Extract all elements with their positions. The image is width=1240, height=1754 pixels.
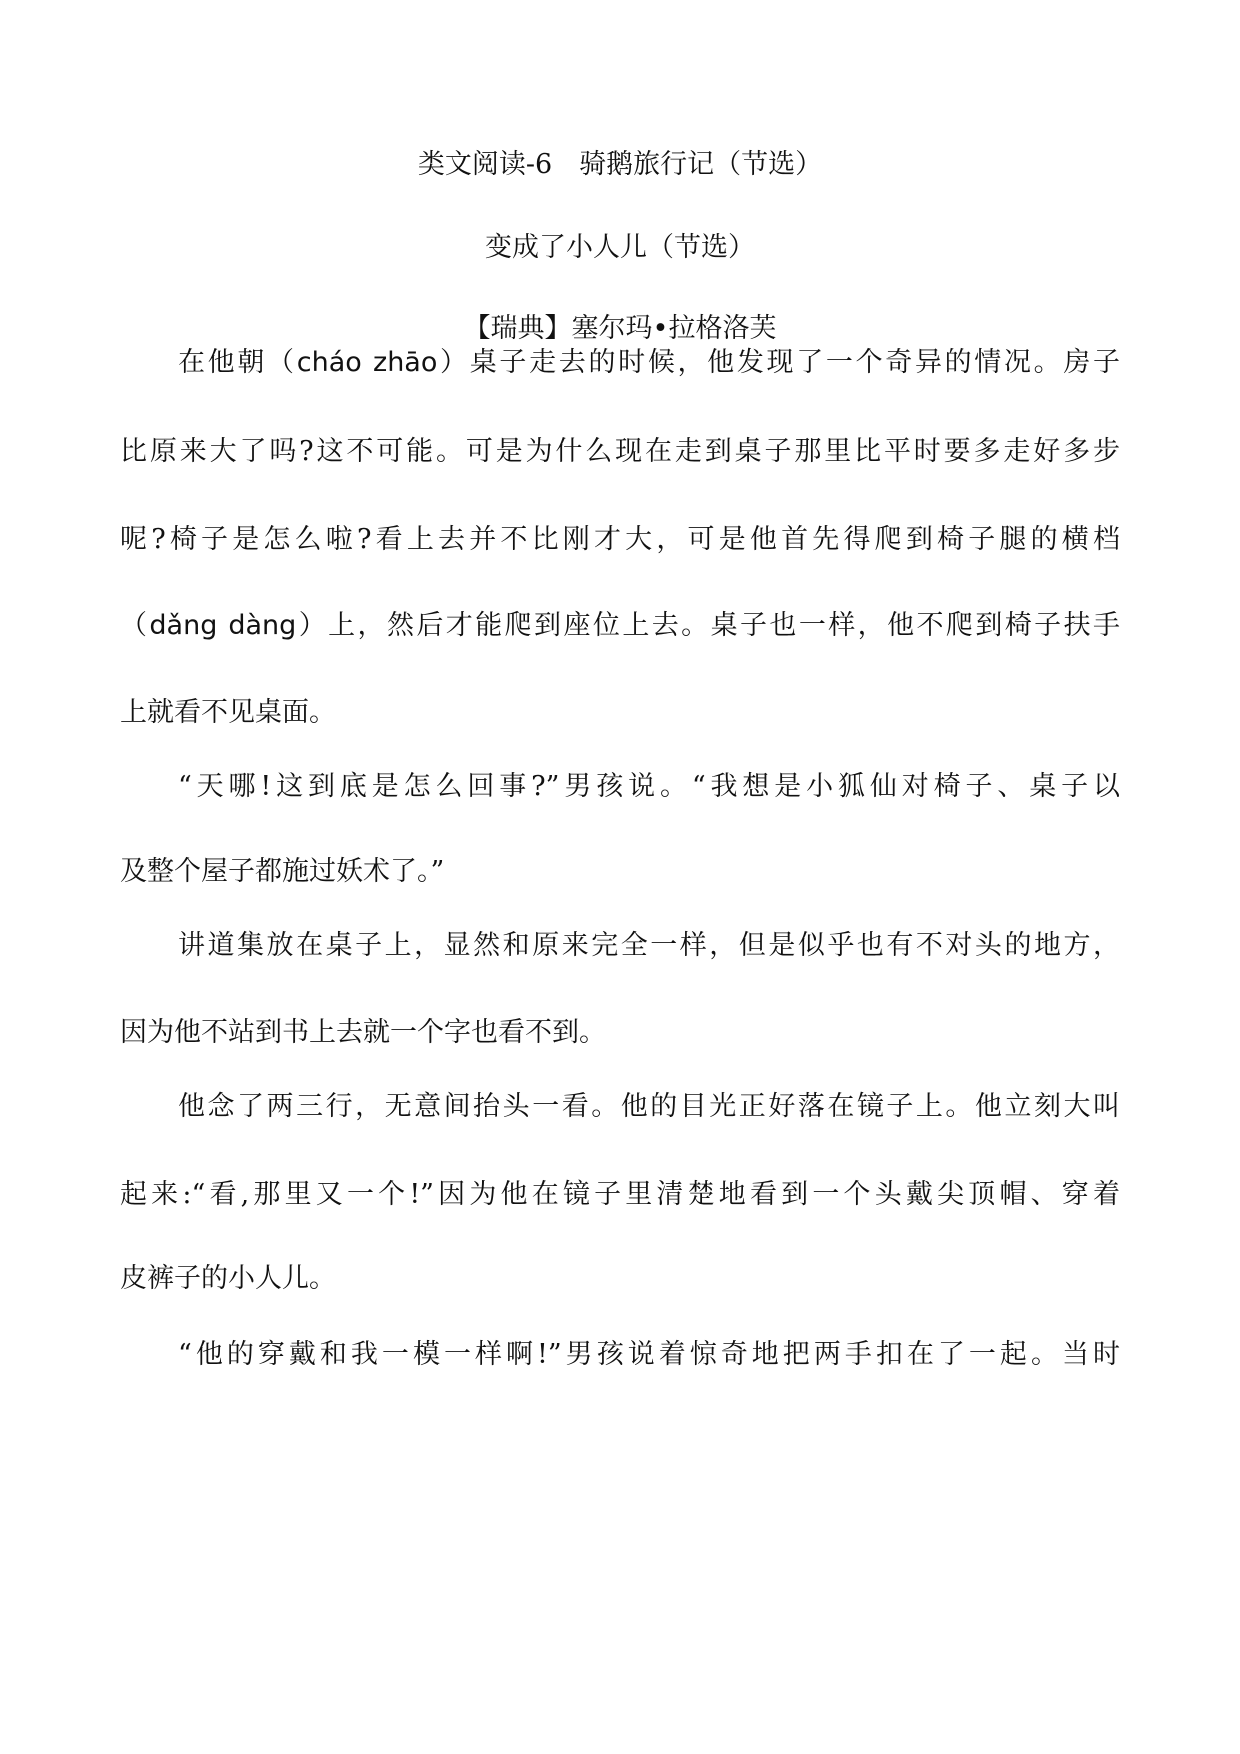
paragraph-1-line-3: 呢?椅子是怎么啦?看上去并不比刚才大，可是他首先得爬到椅子腿的横档 [120, 524, 1120, 555]
document-title: 类文阅读-6 骑鹅旅行记（节选） [417, 149, 823, 180]
paragraph-5-line-1: “他的穿戴和我一模一样啊!”男孩说着惊奇地把两手扣在了一起。当时 [178, 1339, 1120, 1370]
paragraph-2-line-1: “天哪!这到底是怎么回事?”男孩说。“我想是小狐仙对椅子、桌子以 [178, 771, 1120, 802]
text-run: ）上，然后才能爬到座位上去。桌子也一样，他不爬到椅子扶手 [296, 610, 1121, 641]
paragraph-2-line-2: 及整个屋子都施过妖术了。” [120, 856, 445, 887]
paragraph-1-line-1 [120, 343, 1120, 383]
paragraph-1-line-5: 上就看不见桌面。 [120, 697, 336, 728]
text-run: ）桌子走去的时候，他发现了一个奇异的情况。房子 [437, 347, 1121, 378]
pinyin-annotation: dǎng dàng [149, 610, 297, 641]
paragraph-4-line-1: 他念了两三行，无意间抬头一看。他的目光正好落在镜子上。他立刻大叫 [178, 1091, 1120, 1122]
paragraph-1-line-4 [120, 606, 1120, 646]
paragraph-3-line-1: 讲道集放在桌子上，显然和原来完全一样，但是似乎也有不对头的地方， [178, 930, 1120, 961]
document-subtitle: 变成了小人儿（节选） [485, 232, 755, 263]
paragraph-3-line-2: 因为他不站到书上去就一个字也看不到。 [120, 1017, 606, 1048]
text-run: 在他朝（ [178, 347, 297, 378]
paragraph-4-line-2: 起来:“看,那里又一个!”因为他在镜子里清楚地看到一个头戴尖顶帽、穿着 [120, 1179, 1120, 1210]
paragraph-4-line-3: 皮裤子的小人儿。 [120, 1263, 336, 1294]
paragraph-1-line-2: 比原来大了吗?这不可能。可是为什么现在走到桌子那里比平时要多走好多步 [120, 436, 1120, 467]
pinyin-annotation: cháo zhāo [296, 347, 438, 378]
text-run: （ [120, 610, 150, 641]
document-author: 【瑞典】塞尔玛•拉格洛芙 [463, 313, 777, 344]
